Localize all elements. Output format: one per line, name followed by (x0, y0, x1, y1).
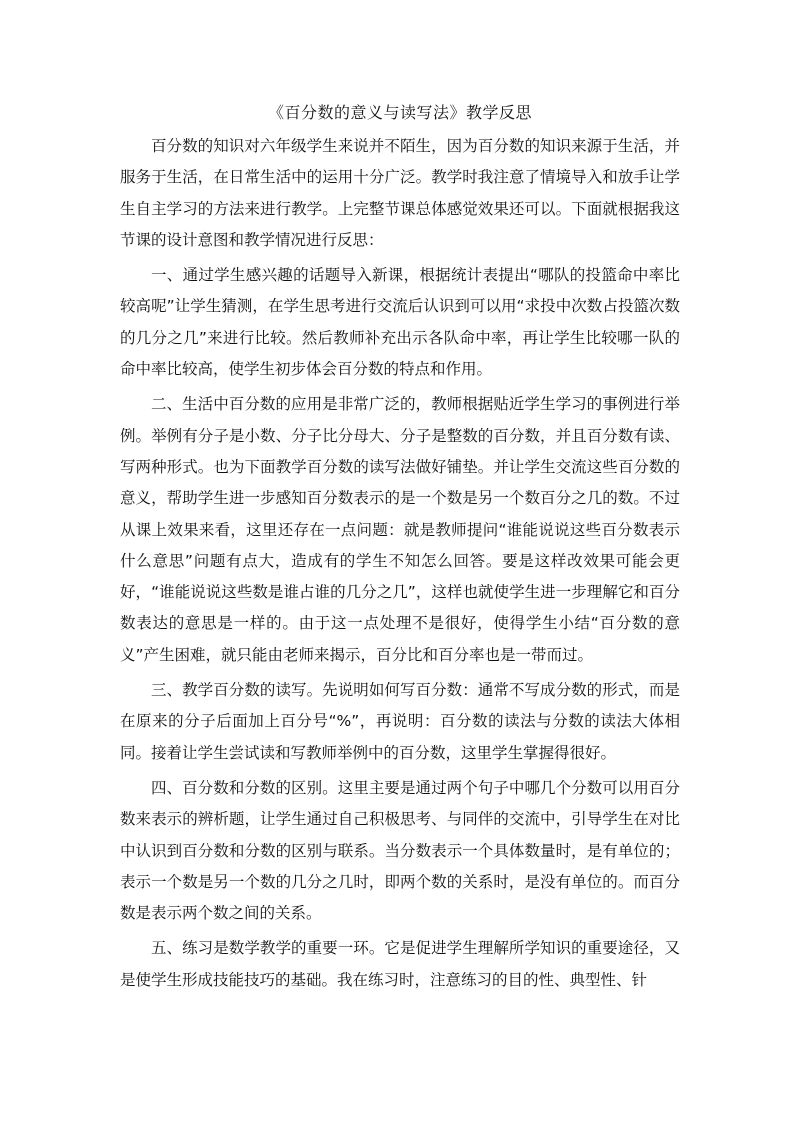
paragraph-intro: 百分数的知识对六年级学生来说并不陌生，因为百分数的知识来源于生活，并服务于生活，在日常生活中的运用十分广泛。教学时我注意了情境导入和放手让学生自主学习的方法来进行教学。上完整节课总体感觉效果还可以。下面就根据我这节课的设计意图和教学情况进行反思： (120, 137, 680, 249)
paragraph-section-3: 三、教学百分数的读写。先说明如何写百分数：通常不写成分数的形式，而是在原来的分子后面加上百分号“%”，再说明：百分数的读法与分数的读法大体相同。接着让学生尝试读和写教师举例中的百分数，这里学生掌握得很好。 (120, 681, 680, 762)
paragraph-section-5: 五、练习是数学教学的重要一环。它是促进学生理解所学知识的重要途径，又是使学生形成技能技巧的基础。我在练习时，注意练习的目的性、典型性、针 (120, 939, 680, 989)
paragraph-section-1: 一、通过学生感兴趣的话题导入新课，根据统计表提出“哪队的投篮命中率比较高呢”让学生猜测，在学生思考进行交流后认识到可以用“求投中次数占投篮次数的几分之几”来进行比较。然后教师补充出示各队命中率，再让学生比较哪一队的命中率比较高，使学生初步体会百分数的特点和作用。 (120, 266, 680, 379)
document-body (120, 97, 680, 1000)
paragraph-section-2: 二、生活中百分数的应用是非常广泛的，教师根据贴近学生学习的事例进行举例。举例有分子是小数、分子比分母大、分子是整数的百分数，并且百分数有读、写两种形式。也为下面教学百分数的读写法做好铺垫。并让学生交流这些百分数的意义，帮助学生进一步感知百分数表示的是一个数是另一个数百分之几的数。不过从课上效果来看，这里还存在一点问题：就是教师提问“谁能说说这些百分数表示什么意思”问题有点大，造成有的学生不知怎么回答。要是这样改效果可能会更好，“谁能说说这些数是谁占谁的几分之几”，这样也就使学生进一步理解它和百分数表达的意思是一样的。由于这一点处理不是很好，使得学生小结“百分数的意义”产生困难，就只能由老师来揭示，百分比和百分率也是一带而过。 (120, 395, 680, 664)
document-title: 《百分数的意义与读写法》教学反思 (267, 103, 532, 122)
paragraph-section-4: 四、百分数和分数的区别。这里主要是通过两个句子中哪几个分数可以用百分数来表示的辨析题，让学生通过自己积极思考、与同伴的交流中，引导学生在对比中认识到百分数和分数的区别与联系。当分数表示一个具体数量时，是有单位的；表示一个数是另一个数的几分之几时，即两个数的关系时，是没有单位的。而百分数是表示两个数之间的关系。 (120, 778, 680, 923)
